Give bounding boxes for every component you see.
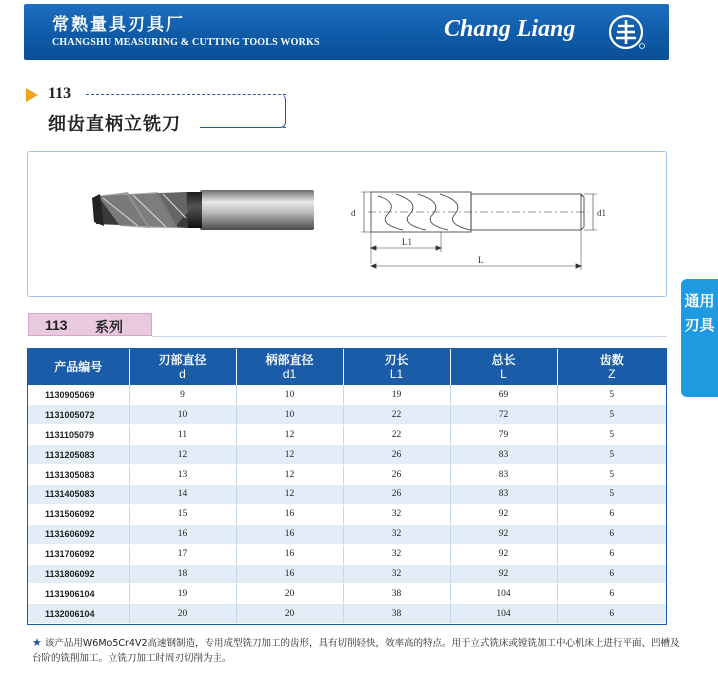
dimension-l-label: L <box>478 255 484 265</box>
dimension-l1-label: L1 <box>402 237 412 247</box>
cell-flute-length: 38 <box>343 584 450 604</box>
cell-cutting-diameter: 10 <box>129 405 236 425</box>
cell-overall-length: 83 <box>450 465 557 485</box>
col-header-flute-length: 刃长 L1 <box>343 349 450 385</box>
cell-shank-diameter: 16 <box>236 524 343 544</box>
cell-shank-diameter: 20 <box>236 584 343 604</box>
cell-teeth-count: 6 <box>557 544 666 564</box>
series-divider <box>152 336 667 337</box>
company-name-en: CHANGSHU MEASURING & CUTTING TOOLS WORKS <box>52 37 320 48</box>
cell-teeth-count: 5 <box>557 405 666 425</box>
cell-product-code: 1131305083 <box>28 465 129 485</box>
tool-illustration <box>28 152 668 298</box>
cell-teeth-count: 6 <box>557 584 666 604</box>
cell-cutting-diameter: 15 <box>129 504 236 524</box>
cell-shank-diameter: 12 <box>236 445 343 465</box>
table-row <box>28 465 666 485</box>
product-name-title: 细齿直柄立铣刀 <box>48 114 181 135</box>
cell-shank-diameter: 12 <box>236 425 343 445</box>
cell-cutting-diameter: 11 <box>129 425 236 445</box>
cell-flute-length: 38 <box>343 604 450 624</box>
cell-cutting-diameter: 14 <box>129 484 236 504</box>
table-row <box>28 484 666 504</box>
dimension-d1-label: d1 <box>597 208 606 218</box>
cell-overall-length: 104 <box>450 604 557 624</box>
cell-product-code: 1131906104 <box>28 584 129 604</box>
cell-product-code: 1132006104 <box>28 604 129 624</box>
cell-product-code: 1130905069 <box>28 385 129 405</box>
cell-teeth-count: 6 <box>557 564 666 584</box>
cell-flute-length: 19 <box>343 385 450 405</box>
table-row <box>28 584 666 604</box>
cell-cutting-diameter: 17 <box>129 544 236 564</box>
table-row <box>28 425 666 445</box>
cell-teeth-count: 5 <box>557 484 666 504</box>
col-header-teeth-count: 齿数 Z <box>557 349 666 385</box>
cell-shank-diameter: 20 <box>236 604 343 624</box>
cell-teeth-count: 5 <box>557 465 666 485</box>
cell-shank-diameter: 12 <box>236 465 343 485</box>
product-code-title: 113 <box>48 85 72 102</box>
series-code: 113 <box>45 317 68 333</box>
cell-overall-length: 79 <box>450 425 557 445</box>
cell-teeth-count: 5 <box>557 425 666 445</box>
cell-overall-length: 83 <box>450 484 557 504</box>
cell-cutting-diameter: 12 <box>129 445 236 465</box>
cell-teeth-count: 5 <box>557 385 666 405</box>
cell-flute-length: 26 <box>343 465 450 485</box>
table-row <box>28 504 666 524</box>
end-mill-photo <box>92 190 314 230</box>
cell-cutting-diameter: 9 <box>129 385 236 405</box>
table-header-row <box>28 349 666 385</box>
cell-product-code: 1131405083 <box>28 484 129 504</box>
table-row <box>28 445 666 465</box>
dimension-d-label: d <box>351 208 356 218</box>
series-label-box <box>28 313 152 336</box>
cell-flute-length: 32 <box>343 504 450 524</box>
cell-product-code: 1131005072 <box>28 405 129 425</box>
cell-overall-length: 92 <box>450 564 557 584</box>
table-row <box>28 405 666 425</box>
cell-flute-length: 22 <box>343 405 450 425</box>
category-side-tab[interactable] <box>681 279 718 397</box>
cell-teeth-count: 6 <box>557 604 666 624</box>
cell-flute-length: 32 <box>343 564 450 584</box>
table-row <box>28 385 666 405</box>
company-name-cn: 常熟量具刃具厂 <box>52 15 185 35</box>
cell-teeth-count: 6 <box>557 504 666 524</box>
cell-flute-length: 22 <box>343 425 450 445</box>
cell-shank-diameter: 10 <box>236 405 343 425</box>
col-header-overall-length: 总长 L <box>450 349 557 385</box>
cell-product-code: 1131506092 <box>28 504 129 524</box>
category-side-tab-label: 通用刃具 <box>684 292 715 334</box>
title-bracket <box>200 94 286 128</box>
cell-product-code: 1131205083 <box>28 445 129 465</box>
cell-flute-length: 26 <box>343 484 450 504</box>
cell-flute-length: 32 <box>343 544 450 564</box>
spec-table <box>27 348 667 625</box>
cell-shank-diameter: 16 <box>236 504 343 524</box>
cell-teeth-count: 6 <box>557 524 666 544</box>
cell-overall-length: 72 <box>450 405 557 425</box>
cell-product-code: 1131706092 <box>28 544 129 564</box>
cell-cutting-diameter: 19 <box>129 584 236 604</box>
cell-overall-length: 83 <box>450 445 557 465</box>
cell-overall-length: 92 <box>450 524 557 544</box>
description-text: 该产品用W6Mo5Cr4V2高速钢制造，专用成型铣刀加工的齿形，具有切削轻快，效率高的特点。用于立式铣床或镗铣加工中心机床上进行平面、凹槽及台阶的铣削加工。立铣刀加工时周刃切削为主。 <box>32 638 680 664</box>
cell-overall-length: 69 <box>450 385 557 405</box>
cell-shank-diameter: 16 <box>236 544 343 564</box>
tool-drawing-panel <box>27 151 667 297</box>
header-banner <box>24 4 669 60</box>
cell-flute-length: 32 <box>343 524 450 544</box>
table-row <box>28 544 666 564</box>
cell-product-code: 1131606092 <box>28 524 129 544</box>
star-icon: ★ <box>32 636 42 649</box>
cell-overall-length: 92 <box>450 544 557 564</box>
cell-shank-diameter: 16 <box>236 564 343 584</box>
table-row <box>28 524 666 544</box>
chang-liang-logo-icon <box>608 13 646 51</box>
col-header-cutting-diameter: 刃部直径 d <box>129 349 236 385</box>
table-row <box>28 604 666 624</box>
cell-cutting-diameter: 20 <box>129 604 236 624</box>
cell-cutting-diameter: 16 <box>129 524 236 544</box>
series-suffix: 系列 <box>95 320 123 336</box>
col-header-shank-diameter: 柄部直径 d1 <box>236 349 343 385</box>
cell-shank-diameter: 10 <box>236 385 343 405</box>
cell-flute-length: 26 <box>343 445 450 465</box>
cell-product-code: 1131806092 <box>28 564 129 584</box>
col-header-product-code: 产品编号 <box>28 349 129 385</box>
cell-overall-length: 92 <box>450 504 557 524</box>
product-description <box>32 635 682 666</box>
title-arrow-icon <box>26 88 38 102</box>
table-row <box>28 564 666 584</box>
cell-cutting-diameter: 18 <box>129 564 236 584</box>
cell-cutting-diameter: 13 <box>129 465 236 485</box>
cell-product-code: 1131105079 <box>28 425 129 445</box>
cell-teeth-count: 5 <box>557 445 666 465</box>
brand-name: Chang Liang <box>444 16 576 42</box>
cell-shank-diameter: 12 <box>236 484 343 504</box>
cell-overall-length: 104 <box>450 584 557 604</box>
